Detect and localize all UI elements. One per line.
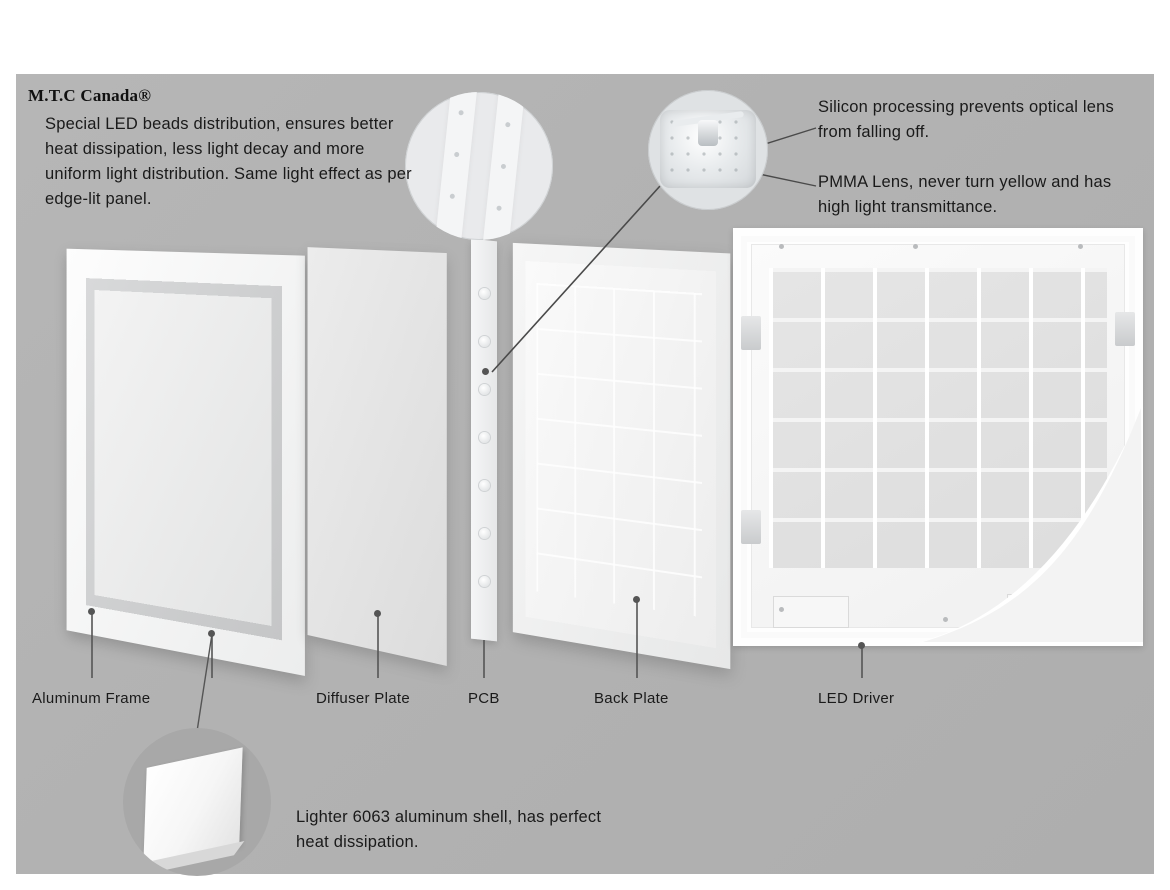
callout-lens-zoom <box>648 90 768 210</box>
mounting-clip <box>1115 312 1135 346</box>
pcb-led <box>479 480 490 491</box>
label-led-driver: LED Driver <box>818 690 895 707</box>
part-led-driver-photo <box>733 228 1143 646</box>
leader-dot <box>374 610 381 617</box>
pcb-led <box>479 336 490 347</box>
pcb-led <box>479 384 490 395</box>
pcb-led <box>479 576 490 587</box>
annotation-aluminum-shell: Lighter 6063 aluminum shell, has perfect heat dissipation. <box>296 808 602 851</box>
screw-dot <box>779 607 784 612</box>
pcb-led <box>479 288 490 299</box>
brand-label: M.T.C Canada® <box>28 86 152 105</box>
part-back-plate <box>505 248 731 650</box>
label-pcb: PCB <box>468 690 500 707</box>
frame-inner-face <box>95 290 272 626</box>
callout-shell-zoom <box>123 728 271 876</box>
screw-dot <box>913 244 918 249</box>
part-aluminum-frame <box>55 252 305 652</box>
pcb-led <box>479 528 490 539</box>
annotation-pmma-lens: PMMA Lens, never turn yellow and has high light transmittance. <box>818 173 1112 216</box>
label-diffuser-plate: Diffuser Plate <box>316 690 410 707</box>
pcb-strip <box>434 92 477 240</box>
screw-dot <box>779 244 784 249</box>
label-aluminum-frame: Aluminum Frame <box>32 690 151 707</box>
part-diffuser-plate <box>300 250 450 650</box>
peel-corner <box>903 406 1143 646</box>
callout-pcb-zoom <box>405 92 553 240</box>
annotation-led-beads: Special LED beads distribution, ensures better heat dissipation, less light decay and more uniform light distribution. Same light effect as per edge-lit panel. <box>45 115 412 208</box>
lens-leader-dot <box>482 368 489 375</box>
part-pcb <box>471 240 497 640</box>
aluminum-shell-sample <box>143 747 242 864</box>
diffuser-sheet <box>308 247 447 666</box>
back-plate-grid <box>536 283 701 617</box>
label-back-plate: Back Plate <box>594 690 669 707</box>
mounting-clip <box>741 316 761 350</box>
leader-dot <box>208 630 215 637</box>
pcb-strip <box>482 92 525 240</box>
mounting-clip <box>741 510 761 544</box>
driver-box <box>773 596 849 628</box>
annotation-silicon: Silicon processing prevents optical lens from falling off. <box>818 98 1114 141</box>
screw-dot <box>1078 244 1083 249</box>
lens-hub <box>698 120 718 146</box>
pcb-led <box>479 432 490 443</box>
leader-dot <box>88 608 95 615</box>
leader-dot <box>633 596 640 603</box>
leader-dot <box>858 642 865 649</box>
